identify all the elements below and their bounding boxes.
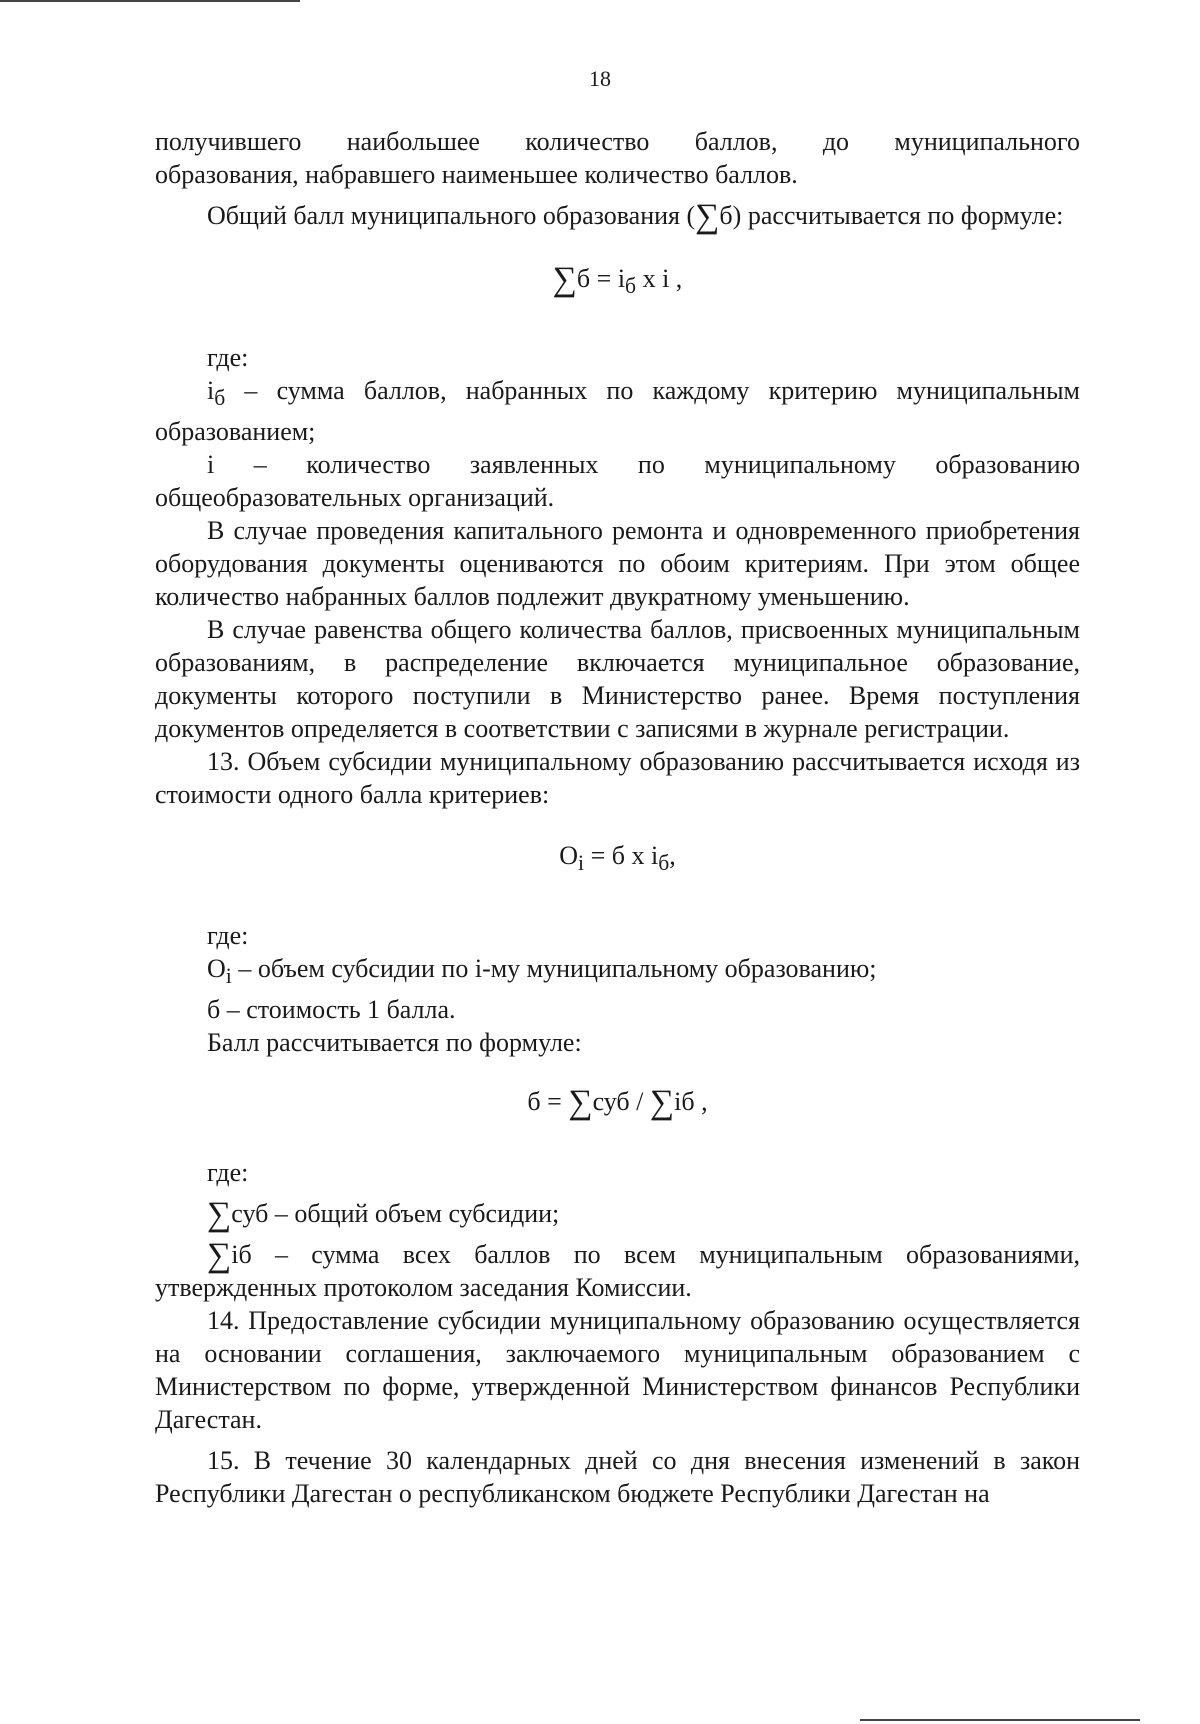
document-body — [155, 125, 1080, 1510]
sum-symbol: ∑ — [695, 198, 720, 235]
definition-text: – сумма баллов, набранных по каждому критерию муниципальным образованием; — [155, 376, 1080, 447]
variable: iб — [231, 1239, 252, 1269]
formula-text: O — [559, 841, 579, 871]
sum-symbol: ∑ — [568, 1083, 593, 1121]
text: ) рассчитывается по формуле: — [732, 201, 1064, 230]
paragraph-13: 13. Объем субсидии муниципальному образованию рассчитывается исходя из стоимости одного балла критериев: — [155, 747, 1080, 810]
formula-text: / — [629, 1086, 650, 1116]
sum-symbol: ∑ — [552, 261, 577, 298]
paragraph-total-score — [155, 198, 1080, 235]
definition-oi — [207, 952, 1080, 993]
scan-edge-line-top — [0, 0, 300, 2]
subscript: б — [625, 274, 637, 299]
paragraph-equal-scores: В случае равенства общего количества баллов, присвоенных муниципальным образованиям, в распределение включается муниципальное образование, документы которого поступили в Министерство ранее. Время поступления документов определяется в соответствии с записями в журнале регистрации. — [155, 615, 1080, 744]
paragraph-14: 14. Предоставление субсидии муниципальному образованию осуществляется на основании соглашения, заключаемого муниципальным образованием с Министерством по форме, утвержденной Министерством финансов Республики Дагестан. — [155, 1305, 1080, 1434]
paragraph-repair-case: В случае проведения капитального ремонта и одновременного приобретения оборудования документы оцениваются по обоим критериям. При этом общее количество набранных баллов подлежит двукратному уменьшению. — [155, 516, 1080, 612]
definition-text: – объем субсидии по i-му муниципальному образованию; — [231, 953, 877, 983]
paragraph-15: 15. В течение 30 календарных дней со дня внесения изменений в закон Республики Дагестан о республиканском бюджете Республики Дагестан на — [155, 1445, 1080, 1508]
formula-text: iб , — [674, 1086, 708, 1116]
definition-ib — [155, 374, 1080, 448]
text: Общий балл муниципального образования ( — [207, 201, 696, 230]
sum-symbol: ∑ — [207, 1236, 232, 1274]
definition-b: б – стоимость 1 балла. — [207, 994, 456, 1024]
word: наибольшее — [346, 127, 480, 156]
subscript: i — [578, 851, 585, 876]
definition-text: – сумма всех баллов по всем муниципальным образованиями, утвержденных протоколом заседания Комиссии. — [155, 1239, 1080, 1302]
word: количество — [525, 127, 650, 156]
where-label: где: — [207, 343, 249, 373]
sum-symbol: ∑ — [207, 1195, 232, 1233]
formula-text: , — [669, 841, 676, 871]
word: баллов, — [694, 127, 778, 156]
subscript: б — [658, 851, 670, 876]
formula-text: х i , — [636, 264, 683, 293]
formula-text: б = — [527, 1086, 569, 1116]
formula-ball-cost — [155, 1083, 1080, 1121]
subscript: i — [225, 963, 232, 988]
paragraph-continuation-line1 — [155, 125, 1080, 158]
ball-formula-intro: Балл рассчитывается по формуле: — [207, 1027, 582, 1057]
definition-i: i – количество заявленных по муниципальному образованию общеобразовательных организаций. — [155, 450, 1080, 513]
variable: O — [207, 953, 226, 983]
formula-text: б = i — [576, 264, 626, 293]
definition-sum-ib — [155, 1238, 1080, 1304]
where-label: где: — [207, 1157, 249, 1187]
sum-symbol: ∑ — [649, 1083, 675, 1121]
formula-total-score — [155, 262, 1080, 303]
formula-text: = б х i — [584, 841, 659, 871]
definition-text: – общий объем субсидии; — [268, 1198, 560, 1228]
formula-subsidy-volume — [155, 839, 1080, 880]
word: получившего — [155, 127, 302, 156]
word: до — [822, 127, 850, 156]
page-number: 18 — [589, 66, 611, 91]
where-label: где: — [207, 920, 249, 950]
word: муниципального — [894, 127, 1080, 156]
formula-text: суб — [592, 1086, 630, 1116]
scan-edge-line-bottom — [860, 1719, 1140, 1721]
text: б — [719, 201, 733, 230]
variable: i — [207, 376, 215, 406]
definition-sum-subsidy — [207, 1195, 1080, 1233]
variable: суб — [231, 1198, 269, 1228]
subscript: б — [214, 386, 226, 411]
paragraph-continuation-line2: образования, набравшего наименьшее количество баллов. — [155, 160, 798, 189]
